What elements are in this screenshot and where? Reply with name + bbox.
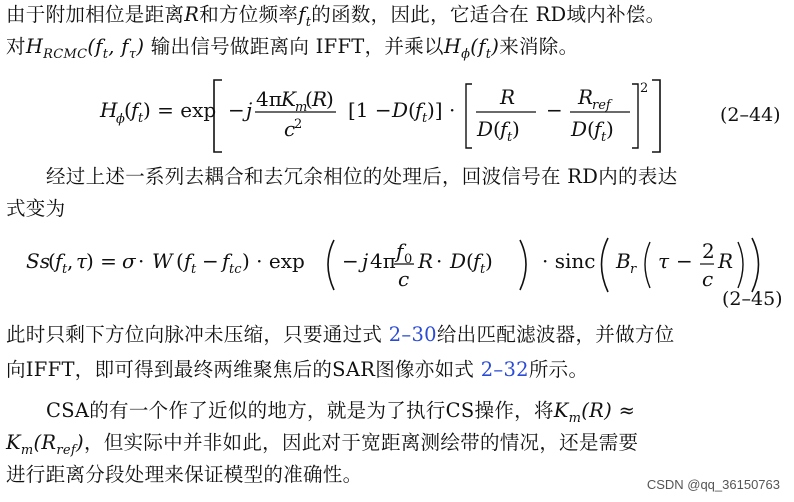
equation-2-45 [0, 224, 794, 316]
svg-text:) =: ) = [86, 249, 117, 273]
equation-ref-2-32[interactable]: 2–32 [480, 358, 529, 381]
csdn-watermark: CSDN @qq_36150763 [646, 477, 780, 492]
svg-text:(: ( [466, 249, 474, 273]
svg-text:R: R [312, 87, 328, 111]
svg-text:t: t [422, 111, 428, 126]
paragraph-1-line-2: 对$H_{RCMC}(f_t$, $f_\tau$) 输出信号做距离向 IFFT，并乘以$H_\phi(f_t)$来消除。 [6, 35, 579, 62]
svg-text:f: f [222, 249, 230, 273]
svg-text:,: , [67, 249, 74, 273]
svg-text:τ: τ [76, 249, 88, 273]
svg-text:(: ( [408, 98, 416, 122]
paragraph-3-text-c: 向IFFT，即可得到最终两维聚焦后的SAR图像亦如式 [6, 358, 481, 381]
paragraph-4-line-1: CSA的有一个作了近似的地方，就是为了执行CS操作，将$K_m(R)$ ≈ [46, 399, 636, 426]
svg-text:f: f [500, 117, 508, 141]
svg-text:(: ( [493, 117, 501, 141]
svg-text:t: t [191, 262, 197, 277]
svg-text:(: ( [48, 249, 56, 273]
svg-text:m: m [295, 100, 308, 115]
svg-text:D: D [477, 117, 494, 141]
svg-text:K: K [281, 87, 296, 111]
svg-text:R: R [578, 85, 594, 109]
svg-text:H: H [100, 98, 118, 122]
paragraph-3-line-1 [6, 322, 674, 348]
svg-text:f: f [594, 117, 602, 141]
paragraph-3-text-a: 此时只剩下方位向脉冲未压缩，只要通过式 [6, 323, 389, 346]
svg-text:): ) [326, 87, 334, 111]
svg-text:σ: σ [122, 249, 136, 273]
svg-text:) = exp: ) = exp [143, 98, 217, 122]
svg-text:j: j [362, 249, 369, 273]
svg-text:R: R [418, 249, 434, 273]
svg-text:−: − [228, 98, 245, 122]
svg-text:(: ( [176, 249, 184, 273]
svg-text:D: D [392, 98, 409, 122]
svg-text:ref: ref [592, 98, 611, 113]
paragraph-3-text-b: 给出匹配滤波器，并做方位 [436, 323, 675, 346]
svg-text:j: j [246, 98, 253, 122]
svg-text:t: t [62, 262, 68, 277]
svg-text:tc: tc [229, 262, 242, 277]
svg-text:0: 0 [404, 252, 413, 267]
svg-text:2: 2 [702, 239, 715, 263]
svg-text:f: f [55, 249, 63, 273]
svg-text:D: D [571, 117, 588, 141]
svg-text:Ss: Ss [26, 249, 50, 273]
svg-text:τ: τ [658, 249, 670, 273]
equation-2-45-number: (2–45) [722, 288, 783, 310]
paragraph-4-line-2: $K_m(R_{ref})$，但实际中并非如此，因此对于宽距离测绘带的情况，还是需要 [6, 431, 639, 458]
svg-text:ϕ: ϕ [116, 112, 125, 127]
svg-text:t: t [601, 130, 607, 145]
equation-ref-2-30[interactable]: 2–30 [388, 323, 437, 346]
svg-text:2: 2 [640, 81, 649, 96]
svg-text:t: t [138, 111, 144, 126]
svg-text:−: − [342, 249, 359, 273]
svg-text:B: B [616, 249, 631, 273]
svg-text:−: − [546, 98, 563, 122]
svg-text:W: W [152, 249, 173, 273]
svg-text:· sinc: · sinc [542, 249, 596, 273]
svg-text:f: f [131, 98, 139, 122]
svg-text:·: · [436, 249, 443, 273]
svg-text:r: r [630, 262, 637, 277]
svg-text:R: R [500, 85, 516, 109]
paragraph-2-line-2: 式变为 [6, 197, 66, 220]
svg-text:−: − [676, 249, 693, 273]
svg-text:D: D [450, 249, 467, 273]
svg-text:f: f [396, 239, 404, 263]
svg-text:t: t [507, 130, 513, 145]
svg-text:4π: 4π [256, 87, 282, 111]
svg-text:(: ( [305, 87, 313, 111]
svg-text:c: c [702, 267, 714, 291]
svg-text:)] ·: )] · [427, 98, 456, 122]
svg-text:f: f [473, 249, 481, 273]
svg-text:[1 −: [1 − [348, 98, 392, 122]
svg-text:): ) [485, 249, 493, 273]
svg-text:): ) [606, 117, 614, 141]
paragraph-3-text-d: 所示。 [528, 358, 589, 381]
equation-2-44-graphic [0, 70, 794, 156]
svg-text:−: − [202, 249, 219, 273]
svg-text:) · exp: ) · exp [242, 249, 305, 273]
svg-text:R: R [718, 249, 734, 273]
svg-text:f: f [415, 98, 423, 122]
paragraph-3-line-2 [6, 357, 588, 383]
paragraph-1-line-1: 由于附加相位是距离R和方位频率$f_t$的函数，因此，它适合在 RD域内补偿。 [6, 3, 666, 30]
svg-text:f: f [184, 249, 192, 273]
svg-text:t: t [480, 262, 486, 277]
svg-text:): ) [512, 117, 520, 141]
svg-text:(: ( [587, 117, 595, 141]
svg-text:c: c [398, 267, 410, 291]
svg-text:4π: 4π [370, 249, 396, 273]
paragraph-2-line-1: 经过上述一系列去耦合和去冗余相位的处理后，回波信号在 RD内的表达 [46, 165, 678, 188]
paragraph-4-line-3: 进行距离分段处理来保证模型的准确性。 [6, 463, 363, 486]
equation-2-44-number: (2–44) [720, 104, 781, 126]
svg-text:(: ( [124, 98, 132, 122]
svg-text:·: · [138, 249, 145, 273]
equation-2-44 [0, 70, 794, 156]
svg-text:c: c [284, 117, 296, 141]
svg-text:2: 2 [294, 117, 303, 132]
equation-2-45-graphic [0, 224, 794, 316]
